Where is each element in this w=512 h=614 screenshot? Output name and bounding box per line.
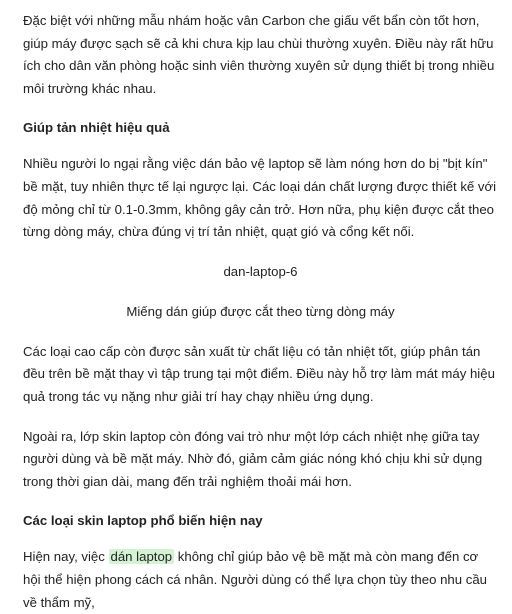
paragraph-carbon-texture: Đặc biệt với những mẫu nhám hoặc vân Carbon che giấu vết bẩn còn tốt hơn, giúp máy được sạch sẽ cả khi chưa kịp lau chùi thường xuyên. Điều này rất hữu ích cho dân văn phòng hoặc sinh viên thường xuyên sử dụng thiết bị trong nhiều môi trường khác nhau. xyxy=(23,13,495,96)
dan-laptop-link[interactable]: dán laptop xyxy=(110,549,173,565)
image-alt-text: dan-laptop-6 xyxy=(223,263,298,279)
paragraph-personal-style xyxy=(23,546,498,614)
paragraph-premium-materials: Các loại cao cấp còn được sản xuất từ chất liệu có tản nhiệt tốt, giúp phân tán đều trên bề mặt thay vì tập trung tại một điểm. Điều này hỗ trợ làm mát máy hiệu quả trong tác vụ nặng như giải trí hay chạy nhiều ứng dụng. xyxy=(23,343,495,404)
paragraph-heat-concern: Nhiều người lo ngại rằng việc dán bảo vệ laptop sẽ làm nóng hơn do bị "bịt kín" bề mặt, tuy nhiên thực tế lại ngược lại. Các loại dán chất lượng được thiết kế với độ mỏng chỉ từ 0.1-0.3mm, không gây cản trở. Hơn nữa, phụ kiện được cắt theo từng dòng máy, chừa đúng vị trí tản nhiệt, quạt gió và cổng kết nối. xyxy=(23,156,497,240)
paragraph-text-end: không chỉ giúp bảo vệ bề mặt mà còn mang đến cơ hội thể hiện phong cách cá nhân. Người dùng có thể lựa chọn tùy theo nhu cầu về thẩm mỹ, xyxy=(23,549,488,610)
image-caption: Miếng dán giúp được cắt theo từng dòng máy xyxy=(126,303,395,319)
heading-heat-dissipation: Giúp tản nhiệt hiệu quả xyxy=(23,120,170,136)
paragraph-text-start: Hiện nay, việc xyxy=(23,549,109,565)
heading-popular-skins: Các loại skin laptop phổ biến hiện nay xyxy=(23,513,263,529)
paragraph-insulation: Ngoài ra, lớp skin laptop còn đóng vai trò như một lớp cách nhiệt nhẹ giữa tay người dùng và bề mặt máy. Nhờ đó, giảm cảm giác nóng khó chịu khi sử dụng trong thời gian dài, mang đến trải nghiệm thoải mái hơn. xyxy=(23,428,483,489)
